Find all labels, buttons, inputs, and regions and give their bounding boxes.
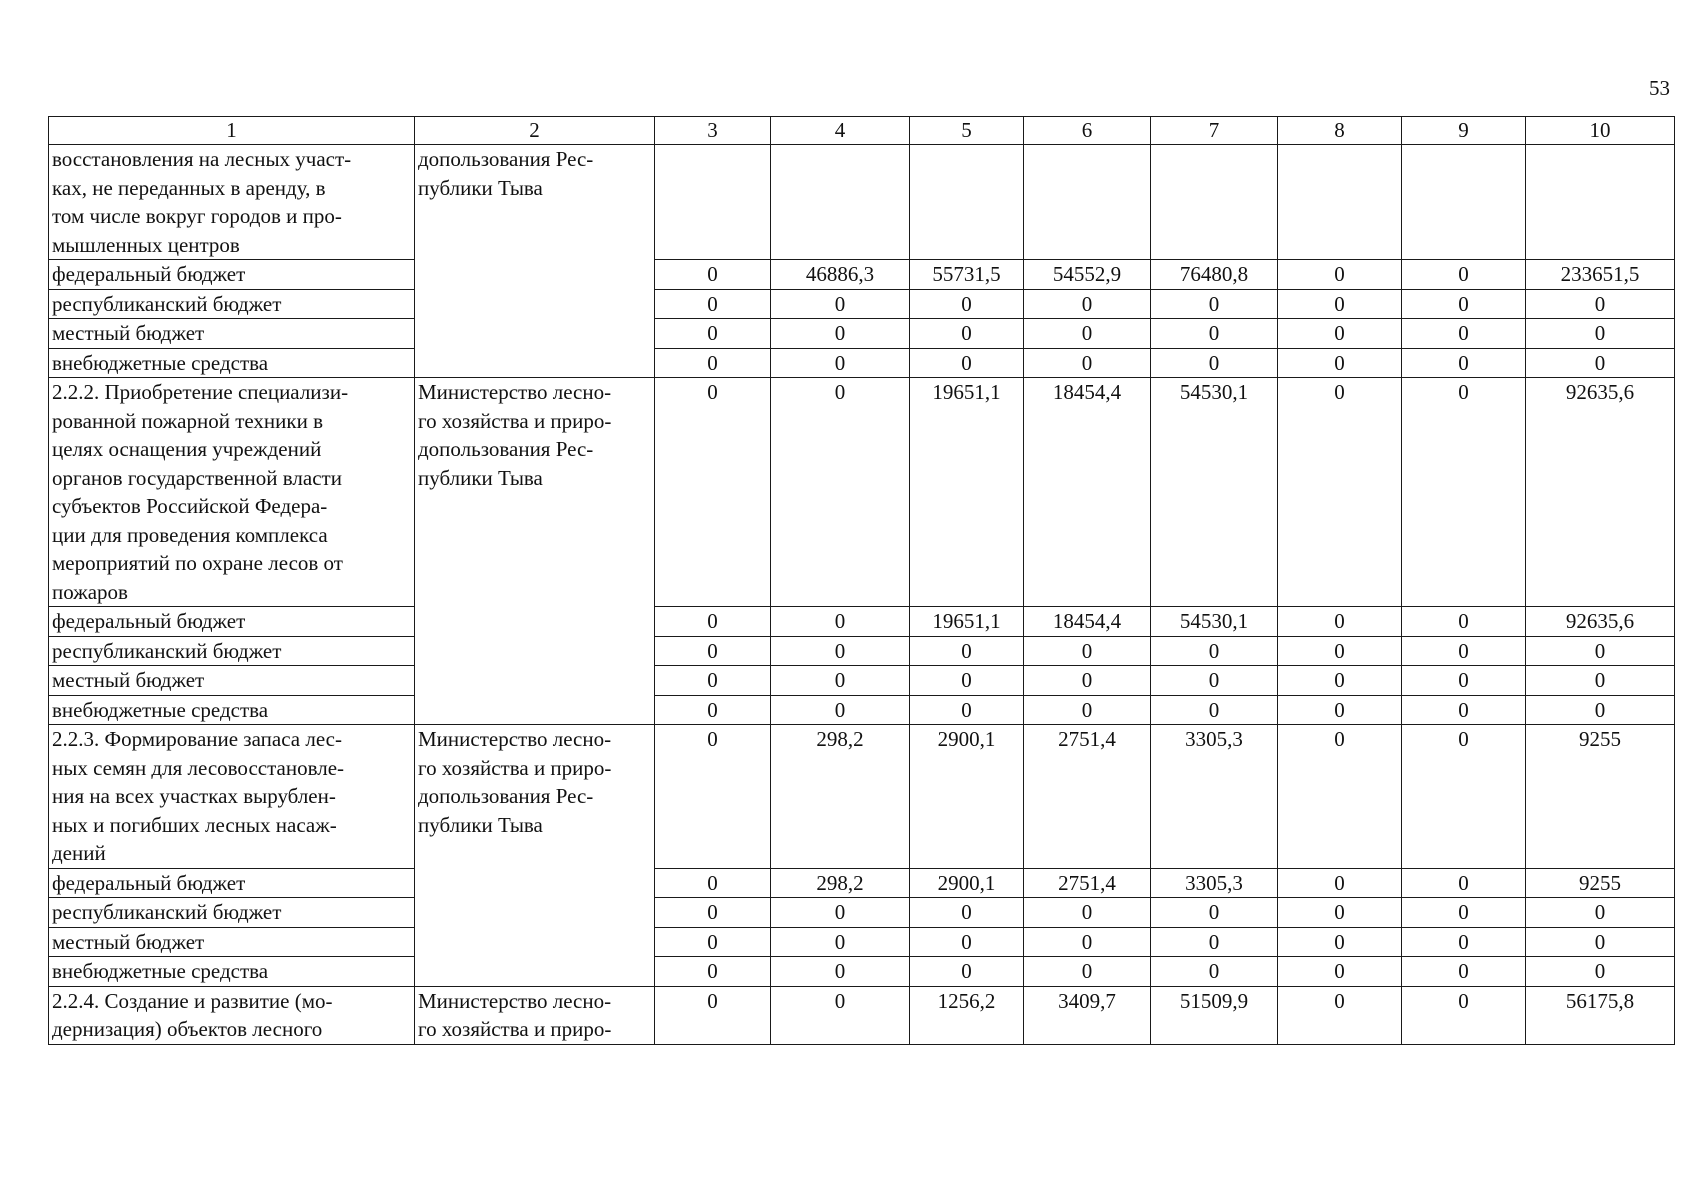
header-cell: 3: [655, 117, 771, 145]
value-cell: 54530,1: [1151, 378, 1278, 607]
value-cell: 0: [655, 695, 771, 725]
value-cell: 92635,6: [1526, 607, 1675, 637]
header-cell: 4: [771, 117, 910, 145]
value-cell: 298,2: [771, 868, 910, 898]
value-cell: 18454,4: [1024, 378, 1151, 607]
value-cell: 0: [655, 319, 771, 349]
value-cell: 0: [1526, 289, 1675, 319]
value-cell: [655, 145, 771, 260]
value-cell: 0: [1151, 898, 1278, 928]
value-cell: 1256,2: [910, 986, 1024, 1044]
table-row: [49, 898, 1675, 928]
value-cell: 0: [1526, 898, 1675, 928]
header-cell: 7: [1151, 117, 1278, 145]
value-cell: 3409,7: [1024, 986, 1151, 1044]
value-cell: [910, 145, 1024, 260]
value-cell: 0: [1278, 986, 1402, 1044]
value-cell: 0: [771, 607, 910, 637]
value-cell: 0: [1278, 666, 1402, 696]
value-cell: 0: [1278, 378, 1402, 607]
value-cell: [771, 145, 910, 260]
table-row: [49, 927, 1675, 957]
value-cell: 0: [771, 957, 910, 987]
value-cell: 0: [655, 725, 771, 869]
value-cell: 2900,1: [910, 725, 1024, 869]
value-cell: 0: [1526, 957, 1675, 987]
value-cell: 0: [910, 695, 1024, 725]
table-row: [49, 868, 1675, 898]
value-cell: 0: [1402, 957, 1526, 987]
value-cell: 0: [771, 348, 910, 378]
value-cell: 0: [1526, 319, 1675, 349]
value-cell: 2751,4: [1024, 725, 1151, 869]
row-description: федеральный бюджет: [49, 260, 415, 290]
value-cell: 0: [1402, 666, 1526, 696]
value-cell: 0: [1526, 695, 1675, 725]
value-cell: 0: [655, 289, 771, 319]
value-cell: 0: [1402, 289, 1526, 319]
value-cell: 0: [771, 289, 910, 319]
budget-table: [48, 116, 1675, 1045]
value-cell: 2751,4: [1024, 868, 1151, 898]
value-cell: 0: [655, 348, 771, 378]
value-cell: 0: [771, 986, 910, 1044]
value-cell: 233651,5: [1526, 260, 1675, 290]
value-cell: 0: [1278, 695, 1402, 725]
table-row: [49, 607, 1675, 637]
value-cell: 0: [1151, 319, 1278, 349]
value-cell: 0: [1151, 695, 1278, 725]
value-cell: 0: [1402, 868, 1526, 898]
value-cell: 0: [1024, 319, 1151, 349]
value-cell: 0: [910, 636, 1024, 666]
header-cell: 10: [1526, 117, 1675, 145]
value-cell: 9255: [1526, 868, 1675, 898]
row-description: федеральный бюджет: [49, 868, 415, 898]
value-cell: 0: [1526, 636, 1675, 666]
header-cell: 9: [1402, 117, 1526, 145]
table-row: [49, 319, 1675, 349]
header-cell: 6: [1024, 117, 1151, 145]
value-cell: 0: [771, 636, 910, 666]
row-description: местный бюджет: [49, 666, 415, 696]
table-row: [49, 260, 1675, 290]
value-cell: 0: [1402, 695, 1526, 725]
value-cell: 0: [771, 378, 910, 607]
value-cell: 0: [910, 957, 1024, 987]
value-cell: 0: [1402, 378, 1526, 607]
value-cell: 0: [1151, 289, 1278, 319]
responsible-agency: Министерство лесно- го хозяйства и приро- допользования Рес- публики Тыва: [415, 725, 655, 987]
value-cell: 56175,8: [1526, 986, 1675, 1044]
header-cell: 8: [1278, 117, 1402, 145]
table-row: [49, 348, 1675, 378]
value-cell: 19651,1: [910, 607, 1024, 637]
value-cell: 0: [1278, 868, 1402, 898]
value-cell: 0: [1402, 607, 1526, 637]
value-cell: 54530,1: [1151, 607, 1278, 637]
value-cell: 0: [771, 927, 910, 957]
value-cell: [1526, 145, 1675, 260]
value-cell: 0: [1024, 695, 1151, 725]
value-cell: 0: [1151, 957, 1278, 987]
row-description: республиканский бюджет: [49, 898, 415, 928]
header-row: [49, 117, 1675, 145]
value-cell: 0: [1151, 666, 1278, 696]
row-description: федеральный бюджет: [49, 607, 415, 637]
value-cell: 0: [910, 289, 1024, 319]
table-row: [49, 636, 1675, 666]
value-cell: 0: [1151, 348, 1278, 378]
row-description: республиканский бюджет: [49, 636, 415, 666]
value-cell: 92635,6: [1526, 378, 1675, 607]
row-description: внебюджетные средства: [49, 957, 415, 987]
value-cell: 0: [1402, 319, 1526, 349]
value-cell: 0: [1024, 636, 1151, 666]
value-cell: 46886,3: [771, 260, 910, 290]
value-cell: 0: [910, 927, 1024, 957]
value-cell: 0: [655, 927, 771, 957]
value-cell: 0: [655, 957, 771, 987]
value-cell: 0: [1526, 927, 1675, 957]
value-cell: 0: [771, 666, 910, 696]
value-cell: 3305,3: [1151, 725, 1278, 869]
value-cell: 0: [655, 378, 771, 607]
header-cell: 2: [415, 117, 655, 145]
value-cell: 0: [910, 319, 1024, 349]
row-description: 2.2.4. Создание и развитие (мо- дернизация) объектов лесного: [49, 986, 415, 1044]
row-description: республиканский бюджет: [49, 289, 415, 319]
value-cell: 0: [1024, 898, 1151, 928]
value-cell: 0: [1278, 289, 1402, 319]
value-cell: 0: [771, 695, 910, 725]
table-row: [49, 145, 1675, 260]
header-cell: 1: [49, 117, 415, 145]
value-cell: 0: [771, 898, 910, 928]
row-description: восстановления на лесных участ- ках, не переданных в аренду, в том числе вокруг городов и про- мышленных центров: [49, 145, 415, 260]
table-row: [49, 289, 1675, 319]
value-cell: 18454,4: [1024, 607, 1151, 637]
value-cell: 0: [1278, 260, 1402, 290]
value-cell: 0: [1024, 348, 1151, 378]
table-row: [49, 957, 1675, 987]
value-cell: 298,2: [771, 725, 910, 869]
value-cell: 0: [655, 898, 771, 928]
value-cell: 3305,3: [1151, 868, 1278, 898]
value-cell: 0: [1278, 898, 1402, 928]
row-description: 2.2.2. Приобретение специализи- рованной пожарной техники в целях оснащения учреждений органов государственной власти субъектов Российской Федера- ции для проведения комплекса мероприятий по охране лесов от пожаров: [49, 378, 415, 607]
value-cell: 0: [1278, 927, 1402, 957]
value-cell: 0: [1024, 289, 1151, 319]
value-cell: 0: [1151, 927, 1278, 957]
row-description: местный бюджет: [49, 319, 415, 349]
value-cell: [1024, 145, 1151, 260]
value-cell: 0: [1024, 957, 1151, 987]
value-cell: 0: [1278, 725, 1402, 869]
value-cell: 0: [1526, 348, 1675, 378]
value-cell: 0: [655, 607, 771, 637]
row-description: внебюджетные средства: [49, 348, 415, 378]
value-cell: 0: [1024, 666, 1151, 696]
value-cell: 0: [655, 636, 771, 666]
value-cell: 54552,9: [1024, 260, 1151, 290]
value-cell: 55731,5: [910, 260, 1024, 290]
value-cell: 0: [1402, 348, 1526, 378]
table-row: [49, 378, 1675, 607]
value-cell: 0: [1024, 927, 1151, 957]
table-row: [49, 695, 1675, 725]
value-cell: 0: [1278, 636, 1402, 666]
value-cell: 0: [655, 868, 771, 898]
row-description: местный бюджет: [49, 927, 415, 957]
value-cell: 0: [1402, 898, 1526, 928]
value-cell: 0: [1278, 607, 1402, 637]
responsible-agency: Министерство лесно- го хозяйства и приро-: [415, 986, 655, 1044]
page-number: 53: [1649, 76, 1670, 100]
value-cell: 0: [655, 260, 771, 290]
value-cell: 0: [655, 666, 771, 696]
value-cell: 0: [1278, 348, 1402, 378]
value-cell: 0: [771, 319, 910, 349]
value-cell: [1402, 145, 1526, 260]
value-cell: 0: [910, 898, 1024, 928]
value-cell: 2900,1: [910, 868, 1024, 898]
value-cell: 0: [1278, 957, 1402, 987]
header-cell: 5: [910, 117, 1024, 145]
value-cell: 9255: [1526, 725, 1675, 869]
table-row: [49, 986, 1675, 1044]
row-description: внебюджетные средства: [49, 695, 415, 725]
value-cell: 19651,1: [910, 378, 1024, 607]
value-cell: [1151, 145, 1278, 260]
value-cell: 0: [1402, 725, 1526, 869]
value-cell: 0: [1278, 319, 1402, 349]
table-row: [49, 666, 1675, 696]
value-cell: 0: [1402, 986, 1526, 1044]
table-row: [49, 725, 1675, 869]
value-cell: 0: [1402, 927, 1526, 957]
value-cell: 0: [1526, 666, 1675, 696]
value-cell: 0: [910, 348, 1024, 378]
value-cell: 0: [1402, 260, 1526, 290]
value-cell: [1278, 145, 1402, 260]
value-cell: 0: [655, 986, 771, 1044]
row-description: 2.2.3. Формирование запаса лес- ных семян для лесовосстановле- ния на всех участках вырублен- ных и погибших лесных насаж- дений: [49, 725, 415, 869]
value-cell: 0: [1151, 636, 1278, 666]
value-cell: 76480,8: [1151, 260, 1278, 290]
responsible-agency: Министерство лесно- го хозяйства и приро- допользования Рес- публики Тыва: [415, 378, 655, 725]
value-cell: 0: [910, 666, 1024, 696]
responsible-agency: допользования Рес- публики Тыва: [415, 145, 655, 378]
value-cell: 0: [1402, 636, 1526, 666]
value-cell: 51509,9: [1151, 986, 1278, 1044]
